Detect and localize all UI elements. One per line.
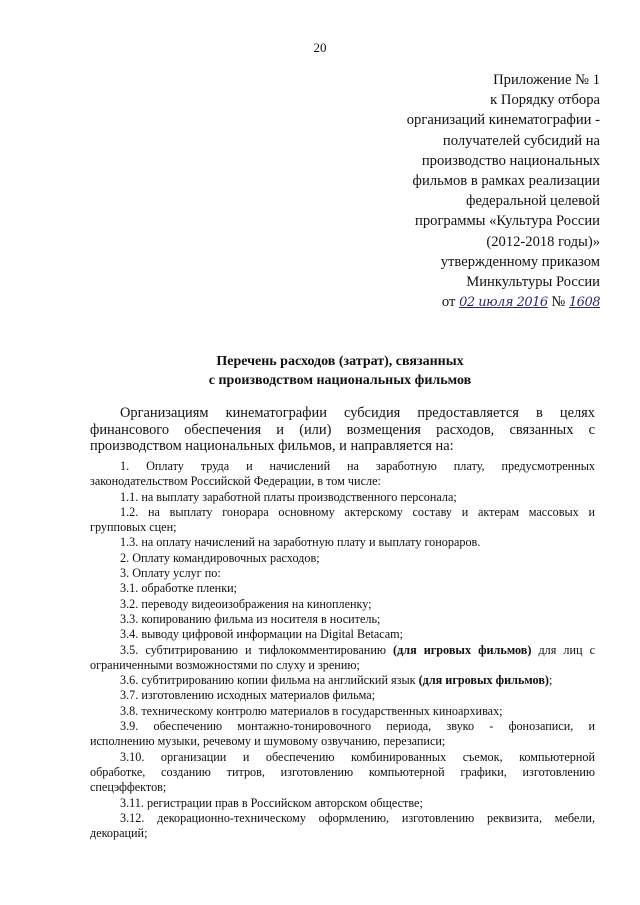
appendix-line: фильмов в рамках реализации [412, 173, 600, 190]
list-item [90, 704, 595, 719]
list-item [90, 490, 595, 505]
list-item-text: 3.2. переводу видеоизображения на кинопленку; [120, 596, 372, 611]
document-title [0, 352, 640, 390]
list-item [90, 673, 595, 688]
list-item-text: 3.3. копированию фильма из носителя в носитель; [120, 611, 381, 626]
list-item [90, 688, 595, 703]
list-item [90, 750, 595, 796]
bold-segment: (для игровых фильмов) [393, 642, 532, 657]
appendix-line: Минкультуры России [466, 274, 600, 291]
appendix-line: Приложение № 1 [493, 72, 600, 88]
title-line-1: Перечень расходов (затрат), связанных [216, 354, 464, 369]
title-line-2: с производством национальных фильмов [208, 373, 472, 388]
list-item-text: 3.11. регистрации прав в Российском авторском обществе; [120, 795, 423, 810]
text-segment: ; [548, 673, 553, 688]
text-segment: 3.6. субтитрированию копии фильма на английский язык [120, 673, 419, 688]
list-item-text: исполнению музыки, речевому и шумовому озвучанию, перезаписи; [90, 734, 446, 749]
list-item [90, 551, 595, 566]
list-item-text: декораций; [90, 826, 148, 841]
list-item-text [90, 643, 595, 658]
intro-line: Организациям кинематографии субсидия предоставляется в целях [120, 405, 595, 421]
list-item-text [90, 673, 595, 688]
appendix-line: к Порядку отбора [490, 92, 600, 109]
list-item-text: 1.1. на выплату заработной платы производственного персонала; [120, 489, 457, 504]
list-item [90, 643, 595, 674]
list-item-text: 2. Оплату командировочных расходов; [120, 550, 320, 565]
number-sign: № [551, 294, 566, 311]
list-item-text: 3.10. организации и обеспечению комбинированных съемок, компьютерной [120, 749, 595, 764]
list-item-text: 3.4. выводу цифровой информации на Digital Betacam; [120, 627, 403, 642]
appendix-line: производство национальных [421, 152, 600, 169]
list-item-text: спецэффектов; [90, 780, 167, 795]
list-item [90, 505, 595, 536]
appendix-header [340, 70, 600, 313]
list-item [90, 796, 595, 811]
expense-list [90, 459, 595, 841]
intro-paragraph [90, 405, 595, 455]
appendix-line: программы «Культура России [415, 213, 600, 230]
list-item-text: 3.9. обеспечению монтажно-тонировочного периода, звуко - фонозаписи, и [120, 719, 595, 734]
list-item [90, 581, 595, 596]
list-item [90, 719, 595, 750]
list-item [90, 459, 595, 490]
list-item-text: 3.12. декорационно-техническому оформлению, изготовлению реквизита, мебели, [120, 810, 595, 825]
handwritten-date: 02 июля 2016 [459, 295, 548, 311]
list-item-text: 3.8. техническому контролю материалов в государственных киноархивах; [120, 703, 503, 718]
list-item-text: 3. Оплату услуг по: [120, 566, 221, 581]
text-segment: для лиц с [531, 642, 595, 657]
list-item-text: групповых сцен; [90, 520, 177, 535]
list-item-text: 1. Оплату труда и начислений на заработную плату, предусмотренных [120, 459, 595, 473]
list-item [90, 597, 595, 612]
list-item [90, 627, 595, 642]
intro-line: производством национальных фильмов, и направляется на: [90, 438, 454, 454]
page-number: 20 [313, 40, 327, 55]
order-date-line [340, 292, 600, 313]
list-item [90, 811, 595, 842]
text-segment: 3.5. субтитрированию и тифлокомментированию [120, 642, 394, 657]
list-item-text: 1.3. на оплату начислений на заработную плату и выплату гонораров. [120, 535, 481, 550]
appendix-line: организаций кинематографии - [406, 112, 600, 129]
date-prefix: от [441, 294, 456, 311]
list-item [90, 566, 595, 581]
intro-line: финансового обеспечения и (или) возмещения расходов, связанных с [90, 421, 595, 438]
appendix-line: утвержденному приказом [440, 253, 600, 270]
appendix-line: (2012-2018 годы)» [486, 233, 600, 250]
appendix-line: федеральной целевой [466, 193, 600, 210]
list-item-text: обработке, созданию титров, изготовлению компьютерной графики, изготовлению [90, 764, 595, 779]
list-item-text: 3.1. обработке пленки; [120, 581, 238, 596]
list-item-text: 3.7. изготовлению исходных материалов фильма; [120, 688, 376, 703]
list-item [90, 535, 595, 550]
list-item-text: ограниченными возможностями по слуху и зрению; [90, 657, 360, 672]
list-item-text: 1.2. на выплату гонорара основному актерскому составу и актерам массовых и [120, 504, 595, 519]
bold-segment: (для игровых фильмов) [418, 673, 549, 688]
list-item-text: законодательством Российской Федерации, в том числе: [90, 474, 381, 489]
appendix-line: получателей субсидий на [442, 132, 600, 149]
handwritten-number: 1608 [568, 295, 600, 311]
list-item [90, 612, 595, 627]
